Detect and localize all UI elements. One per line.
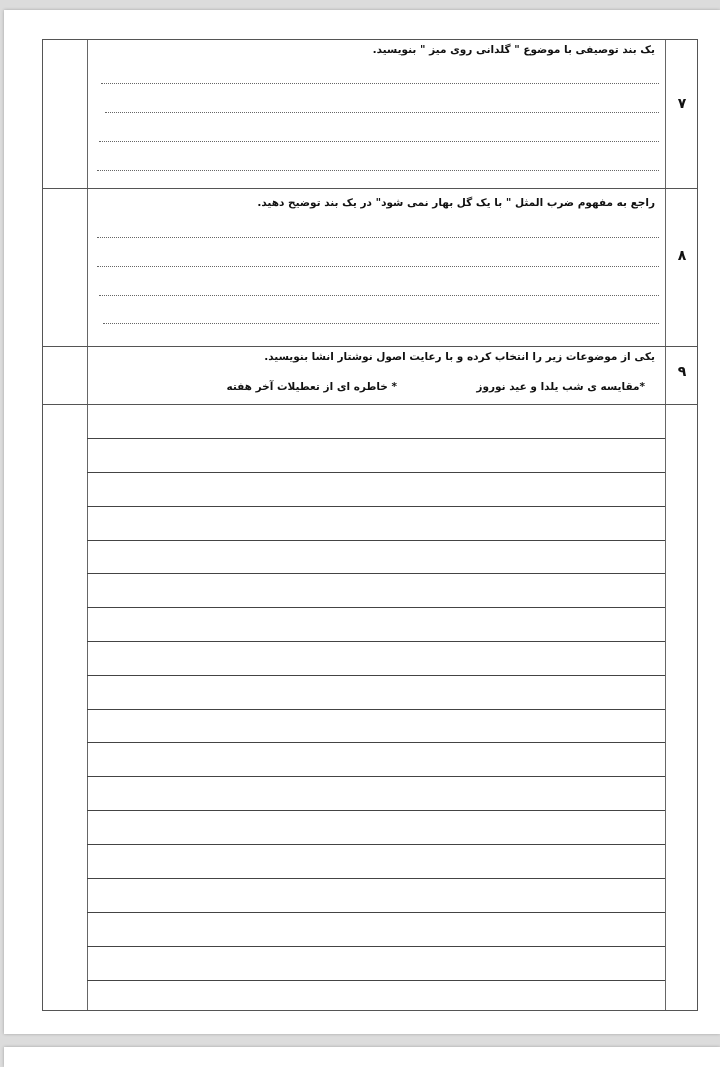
row-divider-7-8 [43, 188, 697, 189]
topic-option-1: *مقایسه ی شب یلدا و عید نوروز [476, 381, 645, 393]
answer-line-8-1[interactable] [97, 237, 659, 238]
question-number-7: ۷ [677, 96, 687, 112]
question-number-9: ۹ [677, 364, 687, 380]
writing-line-17[interactable] [87, 980, 665, 981]
row-divider-8-9 [43, 346, 697, 347]
writing-line-7[interactable] [87, 641, 665, 642]
writing-line-3[interactable] [87, 506, 665, 507]
writing-line-4[interactable] [87, 540, 665, 541]
answer-line-7-1[interactable] [101, 83, 659, 84]
writing-line-10[interactable] [87, 742, 665, 743]
question-7-prompt: یک بند توصیفی با موضوع " گلدانی روی میز " بنویسید. [372, 44, 655, 56]
answer-line-8-4[interactable] [103, 323, 659, 324]
row-divider-9-writing [43, 404, 697, 405]
question-9-prompt: یکی از موضوعات زیر را انتخاب کرده و با رعایت اصول نوشتار انشا بنویسید. [264, 351, 655, 363]
answer-line-7-2[interactable] [105, 112, 659, 113]
writing-line-15[interactable] [87, 912, 665, 913]
answer-line-8-2[interactable] [97, 266, 659, 267]
question-number-8: ۸ [677, 248, 687, 264]
score-column-divider [87, 40, 88, 1010]
writing-line-13[interactable] [87, 844, 665, 845]
answer-line-7-4[interactable] [97, 170, 659, 171]
answer-line-7-3[interactable] [99, 141, 659, 142]
question-8-prompt: راجع به مفهوم ضرب المثل " با یک گل بهار نمی شود" در یک بند توضیح دهید. [257, 197, 655, 209]
writing-line-12[interactable] [87, 810, 665, 811]
writing-line-1[interactable] [87, 438, 665, 439]
writing-line-11[interactable] [87, 776, 665, 777]
writing-line-6[interactable] [87, 607, 665, 608]
next-page-edge [4, 1047, 720, 1067]
topic-option-2: * خاطره ای از تعطیلات آخر هفته [226, 381, 397, 393]
writing-line-2[interactable] [87, 472, 665, 473]
writing-line-5[interactable] [87, 573, 665, 574]
writing-line-16[interactable] [87, 946, 665, 947]
writing-line-9[interactable] [87, 709, 665, 710]
writing-line-14[interactable] [87, 878, 665, 879]
exam-page [4, 10, 720, 1034]
question-table [42, 39, 698, 1011]
number-column-divider [665, 40, 666, 1010]
writing-line-8[interactable] [87, 675, 665, 676]
answer-line-8-3[interactable] [99, 295, 659, 296]
